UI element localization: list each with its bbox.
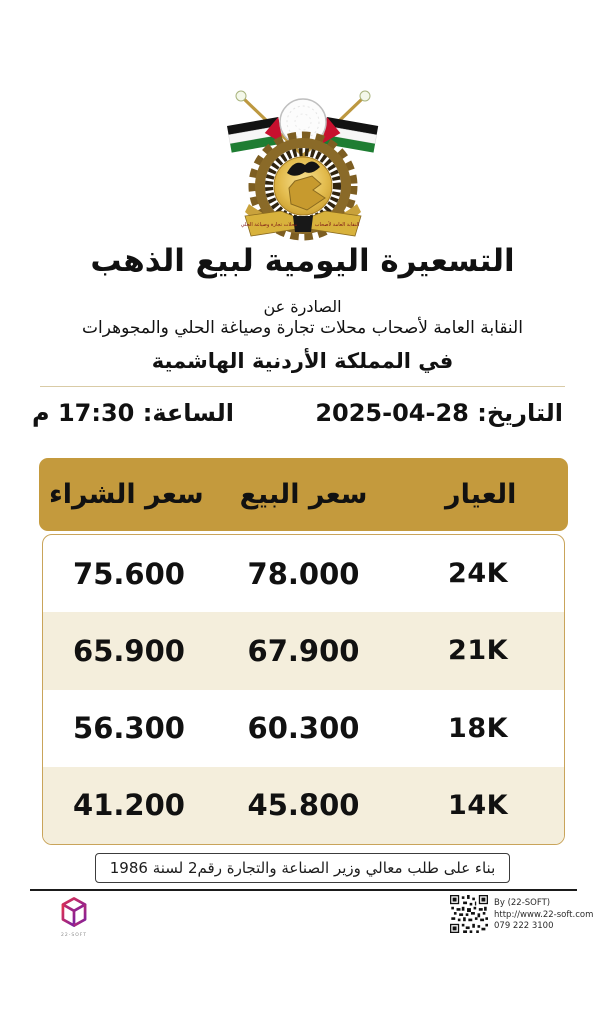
buy-price: 41.200 bbox=[73, 788, 185, 823]
sell-price: 78.000 bbox=[247, 556, 360, 591]
karat-value: 14K bbox=[448, 789, 509, 821]
header-divider bbox=[40, 386, 565, 387]
col-header-buy: سعر الشراء bbox=[48, 479, 204, 510]
cube-logo-icon bbox=[59, 896, 89, 928]
credit-url: http://www.22-soft.com bbox=[494, 909, 594, 920]
page-title: التسعيرة اليومية لبيع الذهب bbox=[90, 243, 515, 279]
price-table-body bbox=[42, 534, 565, 845]
credit-phone: 079 222 3100 bbox=[494, 921, 554, 931]
ribbon-text-right: النقابة العامة لأصحاب bbox=[314, 222, 360, 228]
karat-value: 24K bbox=[448, 558, 509, 590]
legal-note: بناء على طلب معالي وزير الصناعة والتجارة رقم2 لسنة 1986 bbox=[95, 853, 511, 883]
sell-price: 67.900 bbox=[247, 633, 360, 668]
jordan-flag-left-icon bbox=[227, 117, 283, 153]
qr-code-icon bbox=[450, 895, 488, 933]
karat-value: 21K bbox=[448, 635, 509, 667]
buy-price: 75.600 bbox=[73, 556, 185, 591]
table-row-24k bbox=[43, 535, 564, 612]
buy-price: 56.300 bbox=[73, 711, 185, 746]
table-row-21k bbox=[43, 612, 564, 689]
date-time-row bbox=[32, 399, 563, 427]
issuer-name: النقابة العامة لأصحاب محلات تجارة وصياغة الحلي والمجوهرات bbox=[82, 318, 523, 338]
footer-divider bbox=[30, 889, 577, 891]
karat-value: 18K bbox=[448, 712, 509, 744]
legal-note-wrap bbox=[0, 853, 605, 883]
logo-caption: 22-SOFT bbox=[60, 933, 87, 938]
sell-price: 45.800 bbox=[247, 788, 360, 823]
time-value: الساعة: 17:30 م bbox=[32, 399, 234, 427]
sell-price: 60.300 bbox=[247, 711, 360, 746]
country-line: في المملكة الأردنية الهاشمية bbox=[151, 349, 454, 373]
date-value: التاريخ: 28-04-2025 bbox=[315, 399, 563, 427]
col-header-sell: سعر البيع bbox=[239, 479, 368, 510]
software-logo-block bbox=[52, 896, 96, 938]
syndicate-emblem bbox=[215, 86, 391, 242]
credits-block bbox=[450, 895, 593, 933]
col-header-karat: العيار bbox=[445, 479, 517, 510]
price-table-header bbox=[39, 458, 568, 531]
buy-price: 65.900 bbox=[73, 633, 185, 668]
table-row-14k bbox=[43, 767, 564, 844]
ribbon-text-left: محلات تجارة وصياغة الحلي bbox=[240, 222, 298, 228]
issued-by-label: الصادرة عن bbox=[263, 297, 342, 316]
table-row-18k bbox=[43, 690, 564, 767]
credit-by: By (22-SOFT) bbox=[494, 898, 551, 908]
